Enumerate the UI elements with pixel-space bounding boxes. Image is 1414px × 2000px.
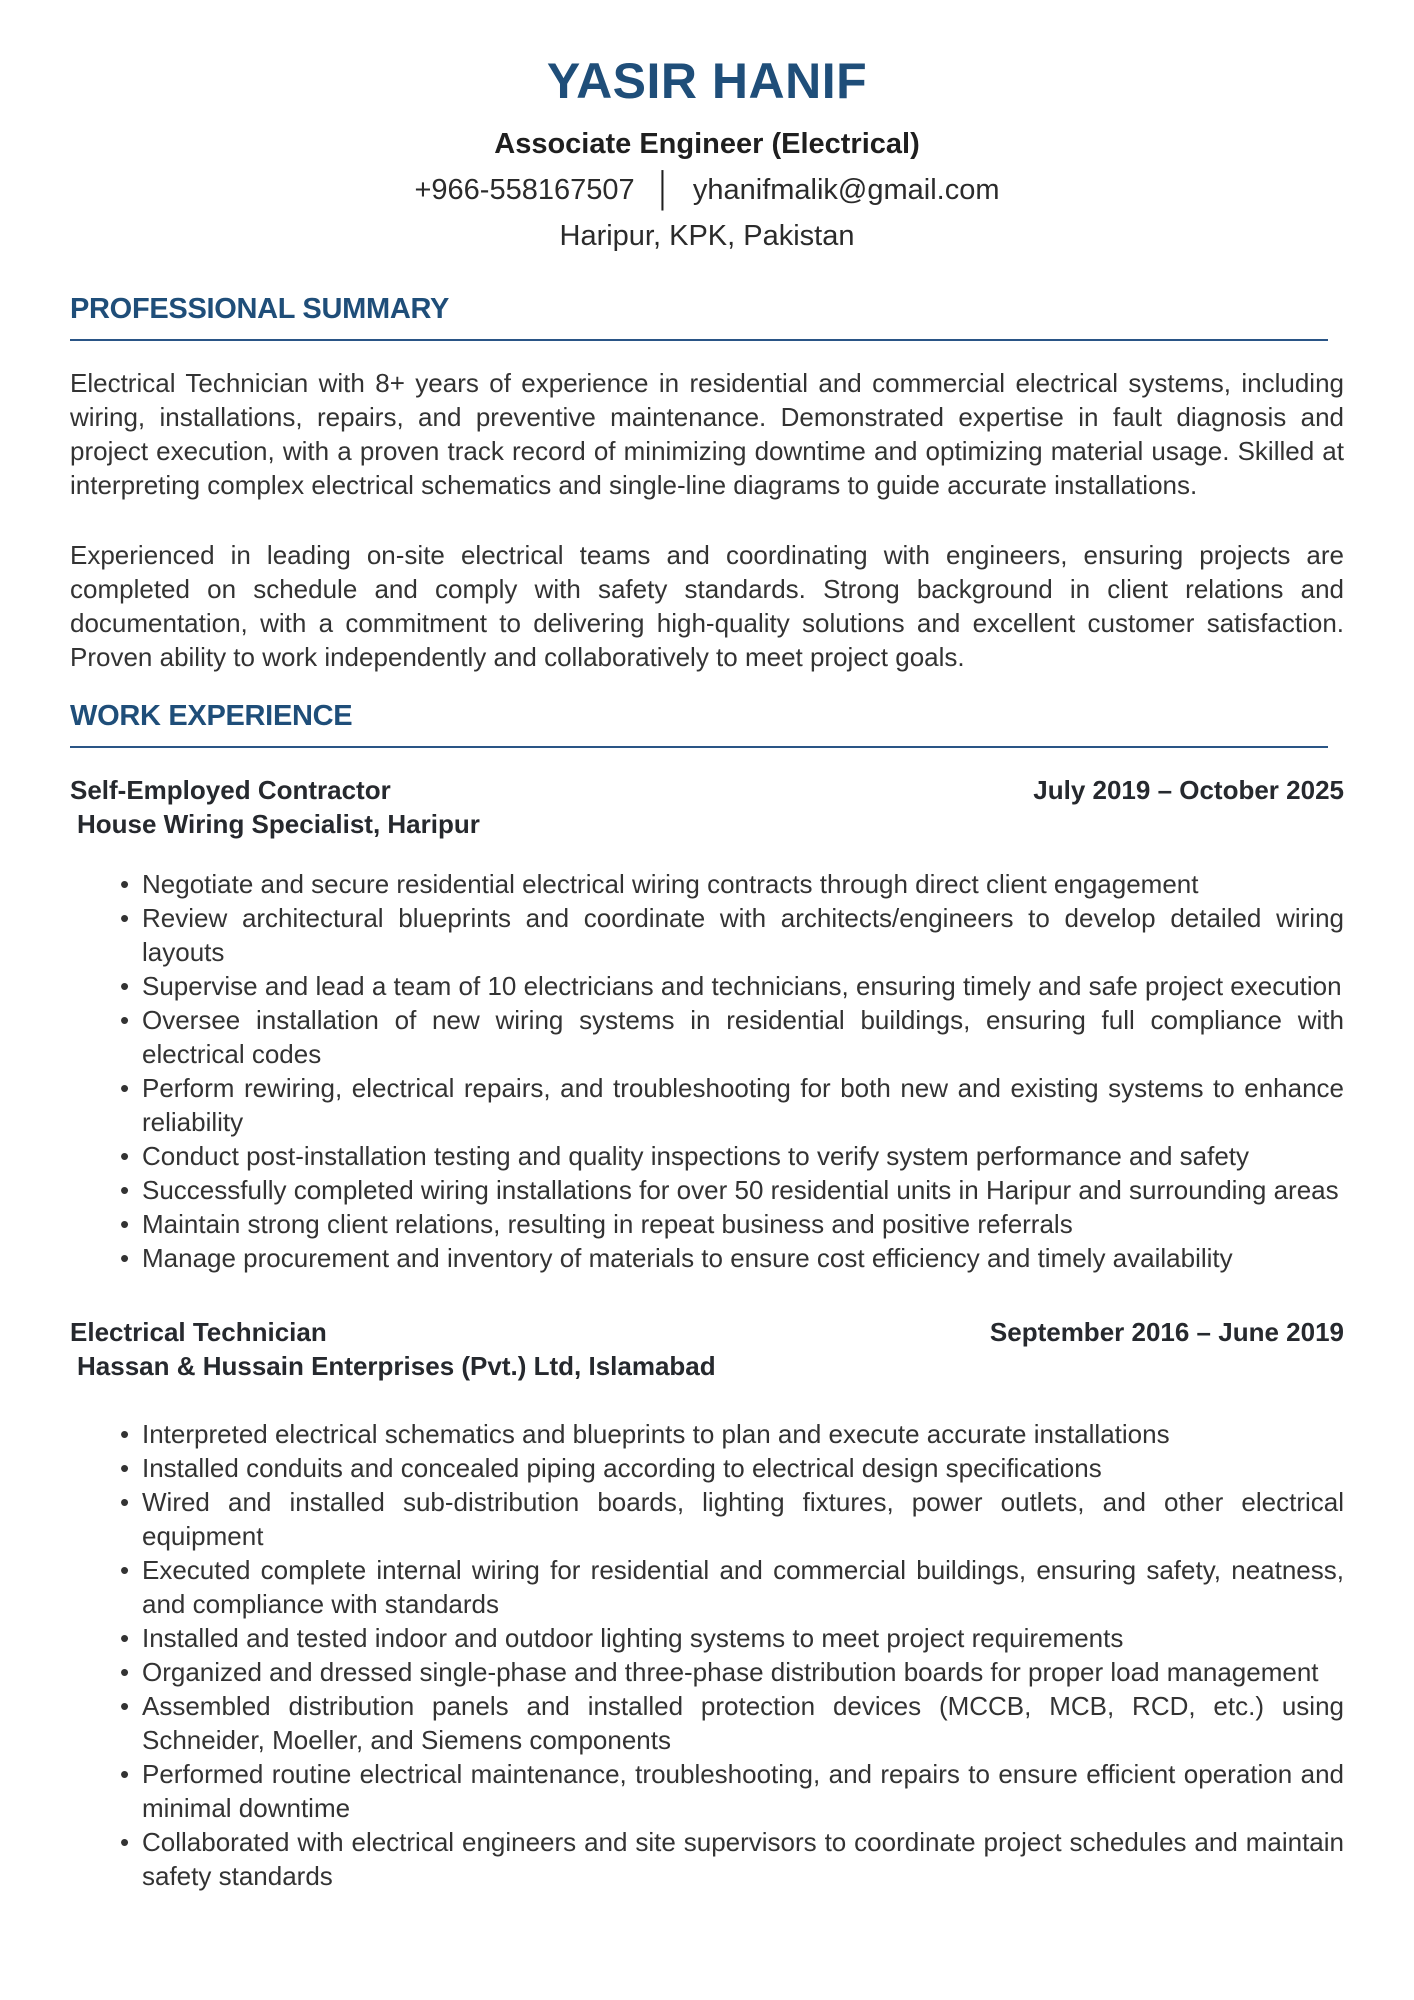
job-bullet: • Supervise and lead a team of 10 electricians and technicians, ensuring timely and safe project execution xyxy=(70,969,1344,1003)
job-bullet: • Wired and installed sub-distribution boards, lighting fixtures, power outlets, and other electrical equipment xyxy=(70,1485,1344,1553)
job-entry-self-employed-contractor xyxy=(70,773,1344,1275)
job-bullet: • Successfully completed wiring installations for over 50 residential units in Haripur and surrounding areas xyxy=(70,1173,1344,1207)
job-bullet: • Performed routine electrical maintenance, troubleshooting, and repairs to ensure efficient operation and minimal downtime xyxy=(70,1757,1344,1825)
email-address: yhanifmalik@gmail.com xyxy=(692,173,1000,206)
job-dates: September 2016 – June 2019 xyxy=(989,1316,1344,1347)
work-experience-section xyxy=(70,700,1344,1893)
job-bullet: • Installed and tested indoor and outdoor lighting systems to meet project requirements xyxy=(70,1621,1344,1655)
candidate-designation: Associate Engineer (Electrical) xyxy=(494,127,920,160)
job-bullet: • Executed complete internal wiring for residential and commercial buildings, ensuring safety, neatness, and compliance with standards xyxy=(70,1553,1344,1621)
job-dates: July 2019 – October 2025 xyxy=(1033,774,1344,805)
resume-header xyxy=(70,55,1344,253)
job-bullet: • Organized and dressed single-phase and three-phase distribution boards for proper load management xyxy=(70,1655,1344,1689)
professional-summary-section xyxy=(70,293,1344,674)
job-bullet: • Installed conduits and concealed piping according to electrical design specifications xyxy=(70,1451,1344,1485)
candidate-name: YASIR HANIF xyxy=(546,53,868,109)
job-bullet: • Manage procurement and inventory of materials to ensure cost efficiency and timely availability xyxy=(70,1241,1344,1275)
location-line: Haripur, KPK, Pakistan xyxy=(559,219,855,252)
summary-paragraph: Experienced in leading on-site electrical teams and coordinating with engineers, ensuring projects are completed on schedule and comply with safety standards. Strong background in client relations and documentation, with a commitment to delivering high-quality solutions and excellent customer satisfaction. Proven ability to work independently and collaboratively to meet project goals. xyxy=(70,539,1344,672)
job-bullet: • Conduct post-installation testing and quality inspections to verify system performance and safety xyxy=(70,1139,1344,1173)
job-bullet-list xyxy=(70,1417,1344,1893)
summary-paragraph: Electrical Technician with 8+ years of experience in residential and commercial electrical systems, including wiring, installations, repairs, and preventive maintenance. Demonstrated expertise in fault diagnosis and project execution, with a proven track record of minimizing downtime and optimizing material usage. Skilled at interpreting complex electrical schematics and single-line diagrams to guide accurate installations. xyxy=(70,367,1344,500)
job-bullet: • Collaborated with electrical engineers and site supervisors to coordinate project schedules and maintain safety standards xyxy=(70,1825,1344,1893)
job-bullet: • Interpreted electrical schematics and blueprints to plan and execute accurate installations xyxy=(70,1417,1344,1451)
job-subtitle: House Wiring Specialist, Haripur xyxy=(77,808,480,839)
job-header xyxy=(70,1315,1344,1349)
job-bullet: • Review architectural blueprints and coordinate with architects/engineers to develop detailed wiring layouts xyxy=(70,901,1344,969)
job-bullet: • Assembled distribution panels and installed protection devices (MCCB, MCB, RCD, etc.) using Schneider, Moeller, and Siemens components xyxy=(70,1689,1344,1757)
job-entry-electrical-technician xyxy=(70,1315,1344,1893)
job-bullet: • Negotiate and secure residential electrical wiring contracts through direct client engagement xyxy=(70,867,1344,901)
job-bullet-list xyxy=(70,867,1344,1275)
job-bullet: • Maintain strong client relations, resulting in repeat business and positive referrals xyxy=(70,1207,1344,1241)
summary-section-heading: PROFESSIONAL SUMMARY xyxy=(70,293,1328,341)
job-header xyxy=(70,773,1344,807)
job-bullet: • Perform rewiring, electrical repairs, and troubleshooting for both new and existing systems to enhance reliability xyxy=(70,1071,1344,1139)
experience-section-heading: WORK EXPERIENCE xyxy=(70,700,1328,748)
contact-line xyxy=(70,171,1344,208)
phone-number: +966-558167507 xyxy=(414,173,635,206)
contact-separator: │ xyxy=(654,171,673,208)
job-title: Electrical Technician xyxy=(70,1316,327,1347)
job-subtitle: Hassan & Hussain Enterprises (Pvt.) Ltd, Islamabad xyxy=(77,1350,716,1381)
job-bullet: • Oversee installation of new wiring systems in residential buildings, ensuring full compliance with electrical codes xyxy=(70,1003,1344,1071)
job-title: Self-Employed Contractor xyxy=(70,774,391,805)
